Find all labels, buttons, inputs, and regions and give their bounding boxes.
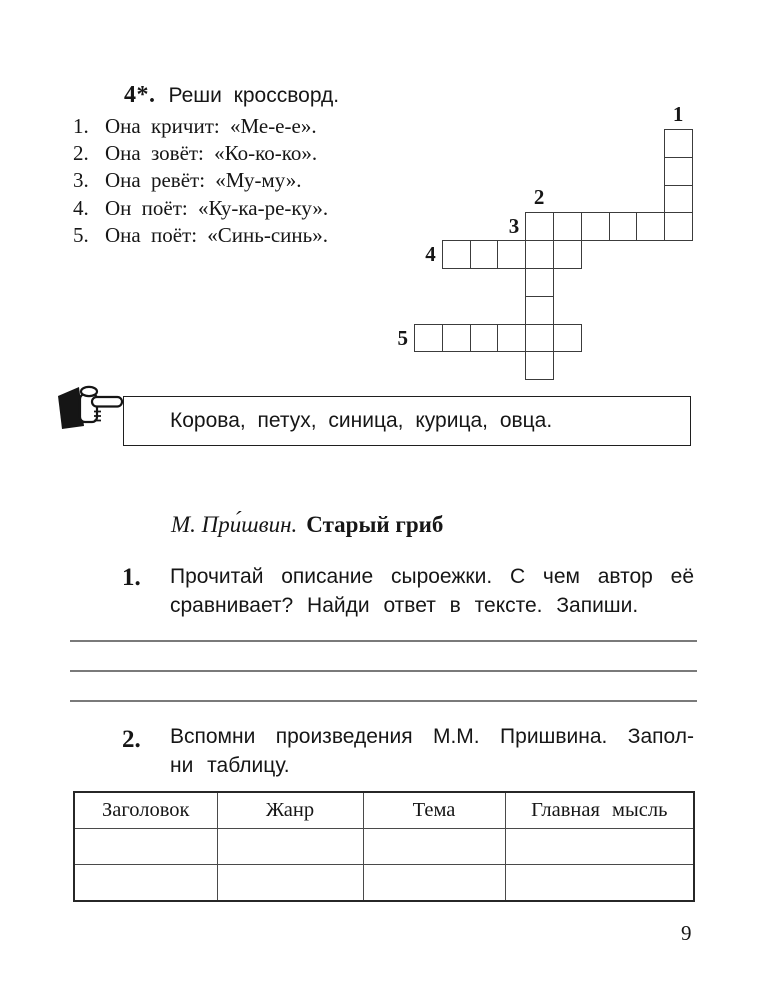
table-cell[interactable] (217, 829, 363, 865)
task-text-line: сравнивает? Найди ответ в тексте. Запиши. (170, 593, 639, 617)
story-title: Старый гриб (306, 512, 444, 537)
crossword-number-1: 1 (672, 102, 684, 126)
crossword-cell-5-4[interactable] (497, 324, 526, 353)
crossword-cell-1-1[interactable] (664, 129, 693, 158)
crossword-cell-3-4[interactable] (525, 296, 554, 325)
table-header-row (74, 792, 694, 829)
crossword-cell-4-1[interactable] (442, 240, 471, 269)
crossword-cell-3-3[interactable] (525, 268, 554, 297)
task4-number: 4*. (124, 82, 156, 108)
crossword-cell-4-4[interactable] (525, 240, 554, 269)
crossword-number-4: 4 (425, 242, 436, 267)
clue-text: Она зовёт: «Ко-ко-ко». (105, 141, 318, 166)
crossword-cell-4-5[interactable] (553, 240, 582, 269)
crossword-cell-4-2[interactable] (470, 240, 499, 269)
answer-lines (70, 612, 697, 702)
task4-title: Реши кроссворд. (168, 84, 340, 107)
table-cell[interactable] (74, 829, 217, 865)
task1-number: 1. (122, 564, 141, 591)
clue-text: Она ревёт: «Му-му». (105, 168, 302, 193)
crossword-cell-3-1[interactable] (525, 212, 554, 241)
clue-item (73, 113, 328, 140)
crossword-cell-5-1[interactable] (414, 324, 443, 353)
task-text-line: ни таблицу. (170, 753, 290, 777)
clue-number: 2. (73, 141, 89, 166)
crossword-cell-2-5[interactable] (636, 212, 665, 241)
crossword-cell-1-3[interactable] (664, 185, 693, 214)
clue-number: 5. (73, 222, 89, 247)
clue-text: Он поёт: «Ку-ка-ре-ку». (105, 195, 329, 220)
clue-number: 4. (73, 195, 89, 220)
task2-text (170, 723, 694, 780)
crossword-cell-1-2[interactable] (664, 157, 693, 186)
table-cell[interactable] (505, 829, 694, 865)
pointing-hand-icon (58, 383, 124, 429)
clue-item (73, 167, 328, 194)
table-header-cell: Главная мысль (505, 792, 694, 829)
answer-line-2[interactable] (70, 642, 697, 672)
crossword-cell-5-6[interactable] (553, 324, 582, 353)
crossword-number-2: 2 (533, 185, 545, 210)
table-header-cell: Заголовок (74, 792, 217, 829)
table-cell[interactable] (505, 865, 694, 902)
works-table-body (74, 792, 694, 901)
story-heading (171, 512, 443, 538)
clue-text: Она кричит: «Ме-е-е». (105, 114, 317, 138)
clue-list (73, 113, 328, 249)
works-table (73, 791, 695, 902)
table-header-cell: Тема (363, 792, 505, 829)
table-cell[interactable] (363, 829, 505, 865)
table-cell[interactable] (217, 865, 363, 902)
answer-line-1[interactable] (70, 612, 697, 642)
crossword-cell-2-3[interactable] (581, 212, 610, 241)
hint-box (123, 396, 691, 446)
crossword-cell-5-3[interactable] (470, 324, 499, 353)
clue-number: 3. (73, 168, 89, 193)
table-cell[interactable] (363, 865, 505, 902)
clue-item (73, 195, 328, 222)
table-row (74, 865, 694, 902)
crossword-number-5: 5 (397, 325, 408, 350)
crossword-cell-2-6[interactable] (664, 212, 693, 241)
story-author: М. При́швин. (171, 512, 298, 537)
crossword-cell-4-3[interactable] (497, 240, 526, 269)
answer-line-3[interactable] (70, 672, 697, 702)
task-text-line: Прочитай описание сыроежки. С чем автор её (170, 565, 694, 588)
crossword-cell-2-4[interactable] (609, 212, 638, 241)
crossword-number-3: 3 (508, 214, 520, 239)
task-text-line: Вспомни произведения М.М. Пришвина. Запол- (170, 725, 694, 748)
table-row (74, 829, 694, 865)
clue-item (73, 222, 328, 249)
clue-number: 1. (73, 114, 89, 138)
crossword-cell-5-2[interactable] (442, 324, 471, 353)
table-header-cell: Жанр (217, 792, 363, 829)
clue-text: Она поёт: «Синь-синь». (105, 222, 328, 247)
page-number: 9 (681, 921, 692, 945)
table-cell[interactable] (74, 865, 217, 902)
hint-text: Корова, петух, синица, курица, овца. (170, 409, 553, 432)
task4-header (124, 82, 339, 109)
clue-item (73, 140, 328, 167)
crossword-cell-3-6[interactable] (525, 351, 554, 380)
task2-number: 2. (122, 726, 141, 753)
crossword-cell-2-2[interactable] (553, 212, 582, 241)
crossword-cell-5-5[interactable] (525, 324, 554, 353)
